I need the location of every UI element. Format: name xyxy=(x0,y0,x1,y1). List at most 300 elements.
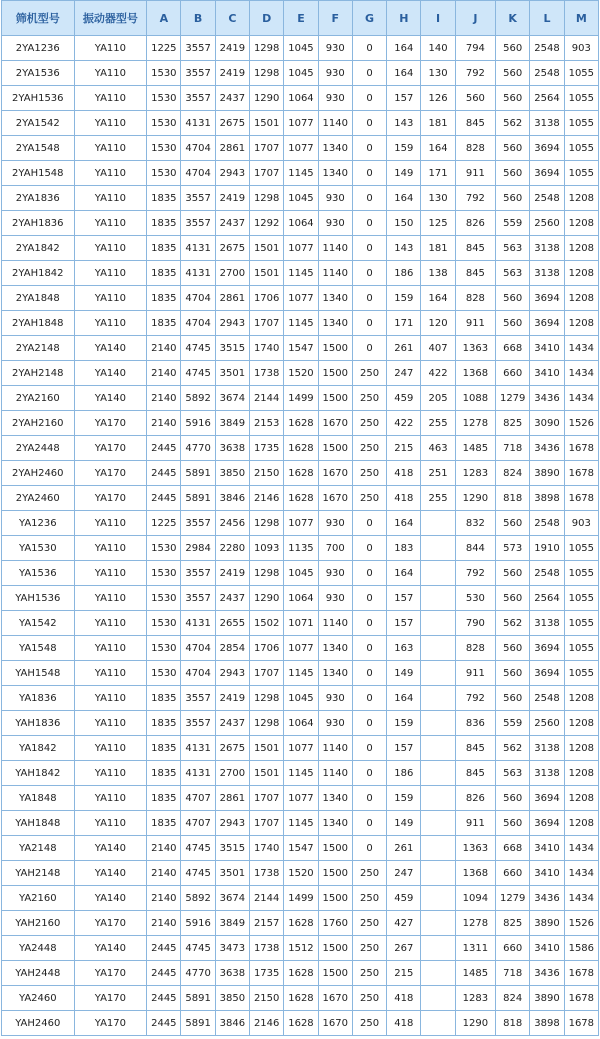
dimension-cell: 1499 xyxy=(284,386,318,411)
vibrator-model-cell: YA170 xyxy=(74,911,147,936)
dimension-cell: 2984 xyxy=(181,536,215,561)
dimension-cell: 2548 xyxy=(530,186,564,211)
dimension-cell: 560 xyxy=(496,311,530,336)
dimension-cell: 1526 xyxy=(564,411,598,436)
dimension-cell: 1077 xyxy=(284,136,318,161)
dimension-cell: 930 xyxy=(318,61,352,86)
dimension-cell: 463 xyxy=(421,436,455,461)
dimension-cell: 560 xyxy=(496,561,530,586)
screen-model-cell: YAH1836 xyxy=(2,711,75,736)
screen-model-cell: 2YAH2160 xyxy=(2,411,75,436)
dimension-cell: 794 xyxy=(455,36,495,61)
column-header: G xyxy=(352,1,386,36)
dimension-cell: 1678 xyxy=(564,436,598,461)
dimension-cell: 1835 xyxy=(147,211,181,236)
dimension-cell: 1290 xyxy=(250,86,284,111)
dimension-cell xyxy=(421,561,455,586)
dimension-cell: 1045 xyxy=(284,686,318,711)
table-row xyxy=(2,361,599,386)
dimension-cell: 930 xyxy=(318,511,352,536)
dimension-cell: 2675 xyxy=(215,736,249,761)
dimension-cell: 1434 xyxy=(564,336,598,361)
dimension-cell: 1368 xyxy=(455,361,495,386)
dimension-cell: 0 xyxy=(352,786,386,811)
screen-model-cell: 2YA2460 xyxy=(2,486,75,511)
dimension-cell: 845 xyxy=(455,761,495,786)
dimension-cell: 1735 xyxy=(250,961,284,986)
dimension-cell: 1208 xyxy=(564,236,598,261)
dimension-cell: 1208 xyxy=(564,186,598,211)
vibrator-model-cell: YA170 xyxy=(74,486,147,511)
vibrator-model-cell: YA170 xyxy=(74,411,147,436)
dimension-cell: 1500 xyxy=(318,361,352,386)
column-header: H xyxy=(387,1,421,36)
dimension-cell: 2548 xyxy=(530,511,564,536)
dimension-cell: 1298 xyxy=(250,686,284,711)
dimension-cell: 560 xyxy=(496,161,530,186)
dimension-cell: 930 xyxy=(318,86,352,111)
dimension-cell: 2437 xyxy=(215,586,249,611)
dimension-cell: 250 xyxy=(352,1011,386,1036)
dimension-cell: 2140 xyxy=(147,361,181,386)
screen-model-cell: 2YA2148 xyxy=(2,336,75,361)
dimension-cell: 930 xyxy=(318,586,352,611)
dimension-cell: 1670 xyxy=(318,411,352,436)
dimension-cell: 2150 xyxy=(250,461,284,486)
dimension-cell: 1055 xyxy=(564,636,598,661)
column-header: M xyxy=(564,1,598,36)
dimension-cell: 3410 xyxy=(530,361,564,386)
dimension-cell: 560 xyxy=(496,811,530,836)
vibrator-model-cell: YA140 xyxy=(74,861,147,886)
dimension-cell: 792 xyxy=(455,61,495,86)
dimension-cell: 3890 xyxy=(530,911,564,936)
dimension-cell: 2445 xyxy=(147,961,181,986)
dimension-cell: 149 xyxy=(387,811,421,836)
dimension-cell: 1298 xyxy=(250,186,284,211)
dimension-cell: 844 xyxy=(455,536,495,561)
dimension-cell: 3694 xyxy=(530,661,564,686)
dimension-cell: 1340 xyxy=(318,136,352,161)
dimension-cell: 1140 xyxy=(318,611,352,636)
dimension-cell xyxy=(421,861,455,886)
dimension-cell: 1077 xyxy=(284,511,318,536)
dimension-cell: 183 xyxy=(387,536,421,561)
dimension-cell xyxy=(421,611,455,636)
dimension-cell: 1530 xyxy=(147,86,181,111)
dimension-cell: 911 xyxy=(455,311,495,336)
column-header: K xyxy=(496,1,530,36)
dimension-cell: 250 xyxy=(352,911,386,936)
dimension-cell: 3557 xyxy=(181,211,215,236)
dimension-cell: 0 xyxy=(352,836,386,861)
dimension-cell: 2861 xyxy=(215,136,249,161)
dimension-cell: 1670 xyxy=(318,461,352,486)
dimension-cell: 2445 xyxy=(147,436,181,461)
vibrator-model-cell: YA110 xyxy=(74,661,147,686)
vibrator-model-cell: YA110 xyxy=(74,611,147,636)
dimension-cell: 911 xyxy=(455,661,495,686)
vibrator-model-cell: YA170 xyxy=(74,986,147,1011)
dimension-cell: 1145 xyxy=(284,161,318,186)
table-row xyxy=(2,736,599,761)
dimension-cell: 560 xyxy=(496,636,530,661)
table-row xyxy=(2,86,599,111)
dimension-cell: 0 xyxy=(352,736,386,761)
dimension-cell: 1055 xyxy=(564,161,598,186)
dimension-cell: 1530 xyxy=(147,611,181,636)
dimension-cell: 3850 xyxy=(215,461,249,486)
dimension-cell: 1512 xyxy=(284,936,318,961)
dimension-cell: 3890 xyxy=(530,986,564,1011)
dimension-cell: 2700 xyxy=(215,761,249,786)
dimension-cell: 1208 xyxy=(564,786,598,811)
dimension-cell: 828 xyxy=(455,136,495,161)
dimension-cell: 4131 xyxy=(181,111,215,136)
dimension-cell: 1340 xyxy=(318,786,352,811)
dimension-cell: 911 xyxy=(455,161,495,186)
dimension-cell: 2548 xyxy=(530,36,564,61)
dimension-cell: 4704 xyxy=(181,636,215,661)
dimension-cell xyxy=(421,911,455,936)
dimension-cell: 1501 xyxy=(250,761,284,786)
table-row xyxy=(2,686,599,711)
screen-model-cell: YA1548 xyxy=(2,636,75,661)
dimension-cell: 4704 xyxy=(181,161,215,186)
dimension-cell: 1368 xyxy=(455,861,495,886)
dimension-cell: 164 xyxy=(387,686,421,711)
dimension-cell: 1520 xyxy=(284,861,318,886)
dimension-cell: 3410 xyxy=(530,336,564,361)
dimension-cell: 1735 xyxy=(250,436,284,461)
dimension-cell: 824 xyxy=(496,986,530,1011)
dimension-cell: 1278 xyxy=(455,411,495,436)
dimension-cell: 1292 xyxy=(250,211,284,236)
vibrator-model-cell: YA110 xyxy=(74,686,147,711)
dimension-cell: 1208 xyxy=(564,311,598,336)
table-row xyxy=(2,236,599,261)
screen-model-cell: YA1542 xyxy=(2,611,75,636)
dimension-cell: 1678 xyxy=(564,961,598,986)
dimension-cell: 3501 xyxy=(215,861,249,886)
dimension-cell: 3410 xyxy=(530,836,564,861)
vibrator-model-cell: YA110 xyxy=(74,286,147,311)
dimension-cell xyxy=(421,586,455,611)
dimension-cell: 3846 xyxy=(215,486,249,511)
dimension-cell: 2157 xyxy=(250,911,284,936)
table-row xyxy=(2,336,599,361)
dimension-cell: 4131 xyxy=(181,611,215,636)
dimension-cell: 1045 xyxy=(284,186,318,211)
dimension-cell: 1530 xyxy=(147,636,181,661)
dimension-cell: 3138 xyxy=(530,261,564,286)
column-header: E xyxy=(284,1,318,36)
table-row xyxy=(2,511,599,536)
dimension-cell xyxy=(421,961,455,986)
dimension-cell: 3557 xyxy=(181,711,215,736)
dimension-cell: 1835 xyxy=(147,236,181,261)
dimension-cell: 407 xyxy=(421,336,455,361)
dimension-cell: 1499 xyxy=(284,886,318,911)
dimension-cell: 836 xyxy=(455,711,495,736)
dimension-cell: 4131 xyxy=(181,736,215,761)
dimension-cell: 247 xyxy=(387,361,421,386)
dimension-cell: 1298 xyxy=(250,511,284,536)
dimension-cell: 0 xyxy=(352,161,386,186)
dimension-cell: 2144 xyxy=(250,886,284,911)
dimension-cell: 250 xyxy=(352,861,386,886)
dimension-cell: 1628 xyxy=(284,911,318,936)
dimension-cell: 0 xyxy=(352,61,386,86)
dimension-cell: 1706 xyxy=(250,286,284,311)
dimension-cell: 2943 xyxy=(215,161,249,186)
vibrator-model-cell: YA110 xyxy=(74,636,147,661)
dimension-cell: 140 xyxy=(421,36,455,61)
dimension-cell: 4707 xyxy=(181,811,215,836)
dimension-cell: 1145 xyxy=(284,261,318,286)
dimension-cell: 1363 xyxy=(455,336,495,361)
dimension-cell: 0 xyxy=(352,511,386,536)
vibrator-model-cell: YA170 xyxy=(74,436,147,461)
dimension-cell xyxy=(421,761,455,786)
dimension-cell: 1045 xyxy=(284,36,318,61)
dimension-cell: 1530 xyxy=(147,61,181,86)
dimension-cell: 930 xyxy=(318,211,352,236)
dimension-cell: 2564 xyxy=(530,86,564,111)
dimension-cell: 930 xyxy=(318,36,352,61)
table-row xyxy=(2,861,599,886)
dimension-cell: 1298 xyxy=(250,61,284,86)
dimension-cell: 1740 xyxy=(250,336,284,361)
dimension-cell: 1140 xyxy=(318,111,352,136)
dimension-cell: 1208 xyxy=(564,686,598,711)
dimension-cell: 3138 xyxy=(530,611,564,636)
dimension-cell: 0 xyxy=(352,661,386,686)
table-row xyxy=(2,961,599,986)
table-row xyxy=(2,461,599,486)
dimension-cell: 5892 xyxy=(181,386,215,411)
dimension-cell: 1208 xyxy=(564,761,598,786)
dimension-cell: 573 xyxy=(496,536,530,561)
dimension-cell: 3138 xyxy=(530,111,564,136)
dimension-cell: 930 xyxy=(318,561,352,586)
screen-model-cell: 2YA1548 xyxy=(2,136,75,161)
dimension-cell: 1835 xyxy=(147,811,181,836)
dimension-cell: 2140 xyxy=(147,861,181,886)
dimension-cell: 1500 xyxy=(318,936,352,961)
table-row xyxy=(2,661,599,686)
dimension-cell: 3557 xyxy=(181,186,215,211)
dimension-cell: 1055 xyxy=(564,111,598,136)
dimension-cell: 2548 xyxy=(530,561,564,586)
dimension-cell: 1077 xyxy=(284,111,318,136)
dimension-cell: 5916 xyxy=(181,411,215,436)
vibrator-model-cell: YA110 xyxy=(74,736,147,761)
dimension-cell: 2445 xyxy=(147,486,181,511)
dimension-cell: 1311 xyxy=(455,936,495,961)
dimension-cell: 4131 xyxy=(181,761,215,786)
dimension-cell: 2140 xyxy=(147,411,181,436)
dimension-cell xyxy=(421,936,455,961)
table-row xyxy=(2,211,599,236)
dimension-cell: 3898 xyxy=(530,1011,564,1036)
dimension-cell: 1208 xyxy=(564,286,598,311)
dimension-cell: 1670 xyxy=(318,486,352,511)
dimension-cell: 1530 xyxy=(147,586,181,611)
dimension-cell: 267 xyxy=(387,936,421,961)
dimension-cell: 0 xyxy=(352,536,386,561)
dimension-cell: 0 xyxy=(352,136,386,161)
dimension-cell: 3138 xyxy=(530,236,564,261)
dimension-cell: 3515 xyxy=(215,336,249,361)
dimension-cell: 215 xyxy=(387,961,421,986)
dimension-cell: 1760 xyxy=(318,911,352,936)
table-row xyxy=(2,636,599,661)
dimension-cell: 660 xyxy=(496,861,530,886)
dimension-cell: 1145 xyxy=(284,311,318,336)
dimension-cell: 255 xyxy=(421,486,455,511)
screen-model-cell: YAH1842 xyxy=(2,761,75,786)
column-header: D xyxy=(250,1,284,36)
dimension-cell: 2655 xyxy=(215,611,249,636)
column-header: I xyxy=(421,1,455,36)
dimension-cell: 1225 xyxy=(147,36,181,61)
dimension-cell: 2437 xyxy=(215,211,249,236)
dimension-cell: 1145 xyxy=(284,761,318,786)
dimension-cell: 3557 xyxy=(181,511,215,536)
dimension-cell: 1501 xyxy=(250,111,284,136)
table-row xyxy=(2,386,599,411)
dimension-cell: 1045 xyxy=(284,561,318,586)
dimension-cell: 1340 xyxy=(318,286,352,311)
column-header: 筛机型号 xyxy=(2,1,75,36)
dimension-cell: 560 xyxy=(455,86,495,111)
dimension-cell: 1340 xyxy=(318,636,352,661)
dimension-cell: 250 xyxy=(352,886,386,911)
dimension-cell: 138 xyxy=(421,261,455,286)
dimension-cell: 1740 xyxy=(250,836,284,861)
dimension-cell: 164 xyxy=(387,511,421,536)
dimension-cell: 1628 xyxy=(284,461,318,486)
dimension-cell: 560 xyxy=(496,86,530,111)
dimension-cell: 0 xyxy=(352,236,386,261)
dimension-cell: 818 xyxy=(496,1011,530,1036)
dimension-cell: 3890 xyxy=(530,461,564,486)
dimension-cell: 3436 xyxy=(530,436,564,461)
dimension-cell: 181 xyxy=(421,236,455,261)
dimension-cell: 3694 xyxy=(530,311,564,336)
dimension-cell: 1140 xyxy=(318,736,352,761)
vibrator-model-cell: YA110 xyxy=(74,61,147,86)
vibrator-model-cell: YA140 xyxy=(74,386,147,411)
column-header: J xyxy=(455,1,495,36)
table-row xyxy=(2,136,599,161)
dimension-cell: 1835 xyxy=(147,311,181,336)
dimension-cell: 826 xyxy=(455,786,495,811)
dimension-cell: 1835 xyxy=(147,286,181,311)
dimension-cell: 1434 xyxy=(564,836,598,861)
dimension-cell: 825 xyxy=(496,911,530,936)
column-header: A xyxy=(147,1,181,36)
dimension-cell: 459 xyxy=(387,886,421,911)
table-row xyxy=(2,111,599,136)
column-header: B xyxy=(181,1,215,36)
table-row xyxy=(2,761,599,786)
dimension-cell: 560 xyxy=(496,61,530,86)
dimension-cell: 1298 xyxy=(250,561,284,586)
dimension-cell: 3849 xyxy=(215,411,249,436)
dimension-cell: 4745 xyxy=(181,836,215,861)
dimension-cell: 0 xyxy=(352,86,386,111)
dimension-cell: 559 xyxy=(496,211,530,236)
dimension-cell: 1502 xyxy=(250,611,284,636)
table-row xyxy=(2,586,599,611)
dimension-cell: 1055 xyxy=(564,136,598,161)
vibrator-model-cell: YA110 xyxy=(74,561,147,586)
dimension-cell: 0 xyxy=(352,686,386,711)
dimension-cell: 1835 xyxy=(147,261,181,286)
dimension-cell: 1501 xyxy=(250,736,284,761)
screen-model-cell: 2YA2160 xyxy=(2,386,75,411)
dimension-cell: 1140 xyxy=(318,761,352,786)
dimension-cell: 930 xyxy=(318,186,352,211)
dimension-cell: 3436 xyxy=(530,961,564,986)
dimension-cell: 1093 xyxy=(250,536,284,561)
dimension-cell: 1290 xyxy=(455,486,495,511)
dimension-cell: 4770 xyxy=(181,961,215,986)
dimension-cell: 3846 xyxy=(215,1011,249,1036)
dimension-cell: 903 xyxy=(564,511,598,536)
dimension-cell: 2140 xyxy=(147,836,181,861)
dimension-cell: 1707 xyxy=(250,786,284,811)
dimension-cell: 418 xyxy=(387,986,421,1011)
screen-model-cell: 2YAH1836 xyxy=(2,211,75,236)
dimension-cell: 1055 xyxy=(564,536,598,561)
dimension-cell: 2854 xyxy=(215,636,249,661)
dimension-cell: 2700 xyxy=(215,261,249,286)
dimension-cell: 4704 xyxy=(181,136,215,161)
dimension-cell: 903 xyxy=(564,36,598,61)
dimension-cell: 718 xyxy=(496,961,530,986)
dimension-cell: 1208 xyxy=(564,711,598,736)
dimension-cell: 1485 xyxy=(455,961,495,986)
dimension-cell: 5891 xyxy=(181,486,215,511)
dimension-cell: 5891 xyxy=(181,986,215,1011)
dimension-cell: 143 xyxy=(387,236,421,261)
dimension-cell: 1055 xyxy=(564,661,598,686)
screen-model-cell: YA1536 xyxy=(2,561,75,586)
dimension-cell: 3638 xyxy=(215,961,249,986)
dimension-cell: 3436 xyxy=(530,386,564,411)
dimension-cell: 1077 xyxy=(284,736,318,761)
dimension-cell: 0 xyxy=(352,311,386,336)
dimension-cell xyxy=(421,786,455,811)
dimension-cell: 157 xyxy=(387,611,421,636)
dimension-cell: 911 xyxy=(455,811,495,836)
table-row xyxy=(2,986,599,1011)
vibrator-model-cell: YA110 xyxy=(74,186,147,211)
dimension-cell: 3694 xyxy=(530,161,564,186)
dimension-cell: 3557 xyxy=(181,61,215,86)
screen-model-cell: 2YA2448 xyxy=(2,436,75,461)
dimension-cell: 3473 xyxy=(215,936,249,961)
dimension-cell: 3694 xyxy=(530,786,564,811)
dimension-cell: 164 xyxy=(387,186,421,211)
table-body xyxy=(2,36,599,1036)
table-row xyxy=(2,911,599,936)
screen-model-cell: 2YAH1536 xyxy=(2,86,75,111)
dimension-cell: 3694 xyxy=(530,286,564,311)
